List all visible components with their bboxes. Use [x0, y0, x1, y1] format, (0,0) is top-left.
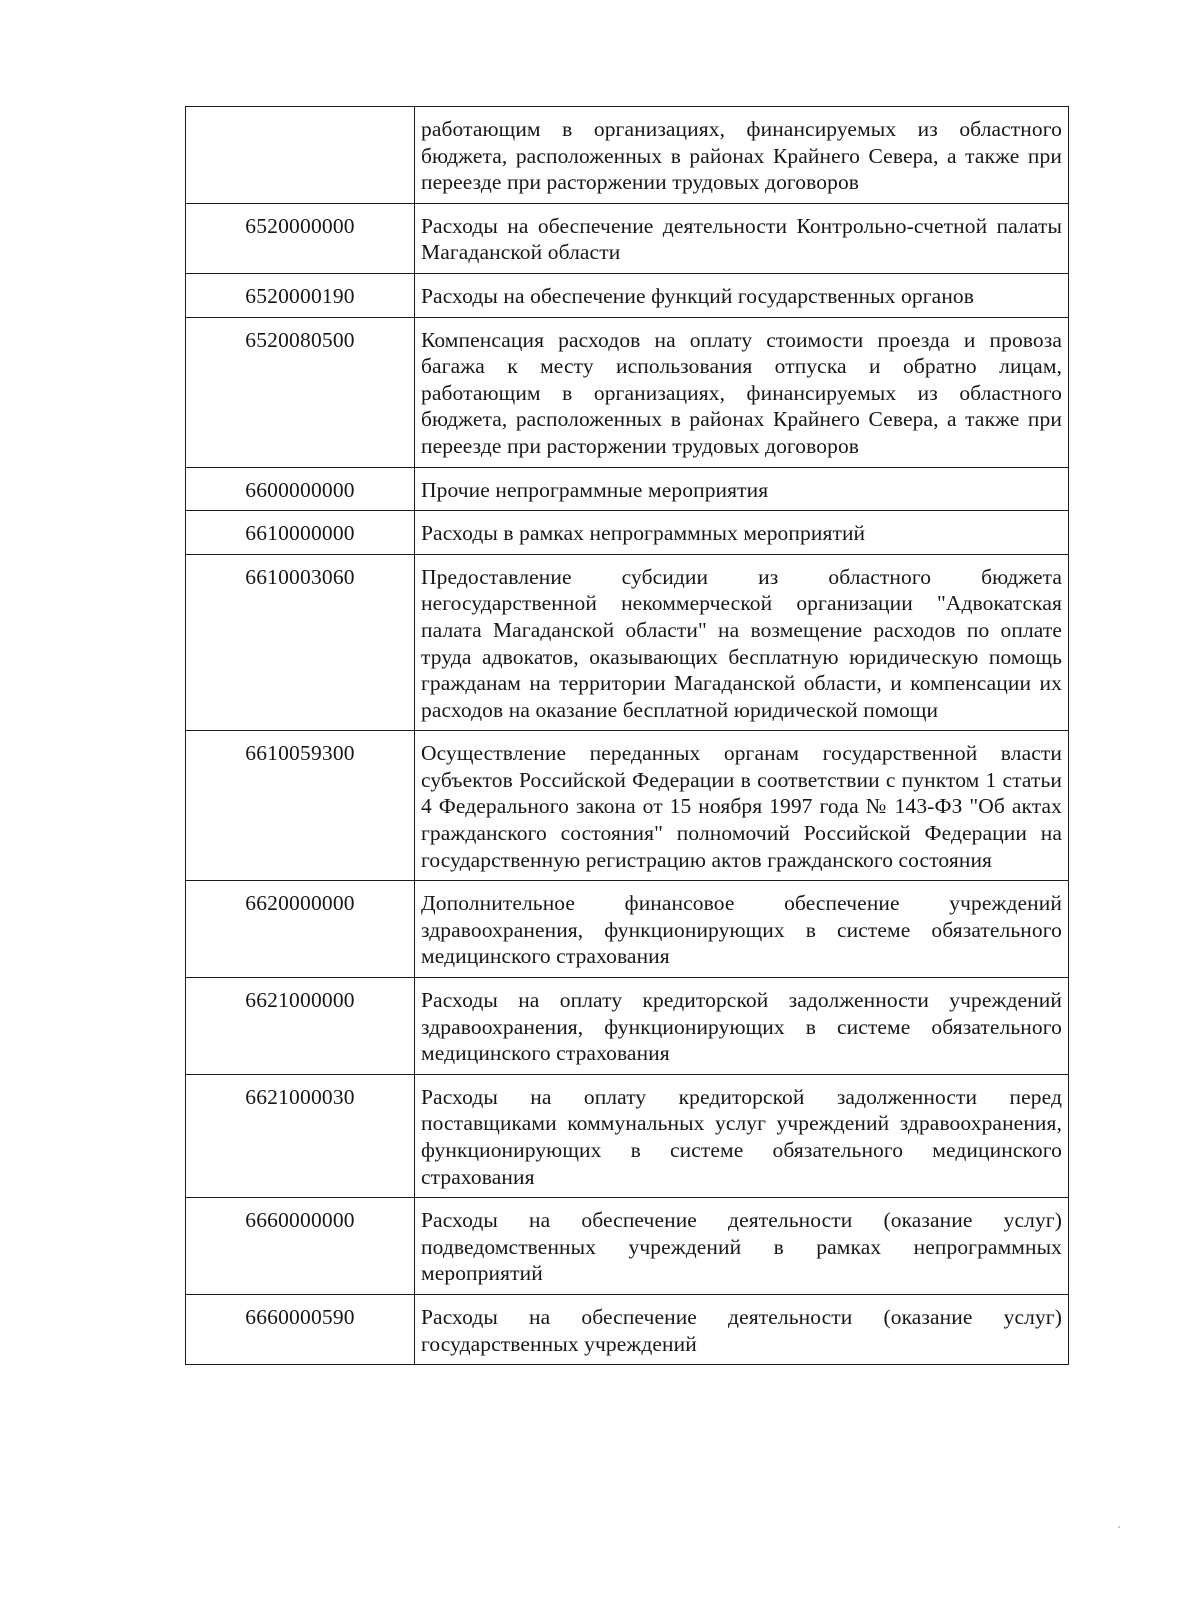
description-cell: Дополнительное финансовое обеспечение учреждений здравоохранения, функционирующих в системе обязательного медицинского страхования: [415, 881, 1069, 978]
table-row: [186, 467, 1069, 511]
code-cell: 6520000000: [186, 203, 415, 273]
code-cell: 6660000590: [186, 1294, 415, 1364]
description-cell: Расходы на обеспечение деятельности Контрольно-счетной палаты Магаданской области: [415, 203, 1069, 273]
table-row: [186, 273, 1069, 317]
code-cell: 6621000030: [186, 1074, 415, 1197]
description-cell: Расходы на оплату кредиторской задолженности перед поставщиками коммунальных услуг учреждений здравоохранения, функционирующих в системе обязательного медицинского страхования: [415, 1074, 1069, 1197]
scan-artifact: [1118, 1526, 1120, 1528]
table-row: [186, 731, 1069, 881]
code-cell: 6610003060: [186, 554, 415, 731]
table-row: [186, 317, 1069, 467]
table-row: [186, 1074, 1069, 1197]
description-cell: Расходы на обеспечение деятельности (оказание услуг) подведомственных учреждений в рамках непрограммных мероприятий: [415, 1198, 1069, 1295]
code-cell: 6610000000: [186, 511, 415, 555]
table-row: [186, 881, 1069, 978]
description-cell: Расходы в рамках непрограммных мероприятий: [415, 511, 1069, 555]
code-cell: 6660000000: [186, 1198, 415, 1295]
table-row: [186, 978, 1069, 1075]
description-cell: Компенсация расходов на оплату стоимости проезда и провоза багажа к месту использования отпуска и обратно лицам, работающим в организациях, финансируемых из областного бюджета, расположенных в районах Крайнего Севера, а также при переезде при расторжении трудовых договоров: [415, 317, 1069, 467]
table-row: [186, 107, 1069, 204]
table-row: [186, 511, 1069, 555]
description-cell: работающим в организациях, финансируемых из областного бюджета, расположенных в районах Крайнего Севера, а также при переезде при расторжении трудовых договоров: [415, 107, 1069, 204]
table-row: [186, 1294, 1069, 1364]
code-cell: 6620000000: [186, 881, 415, 978]
table-row: [186, 203, 1069, 273]
description-cell: Прочие непрограммные мероприятия: [415, 467, 1069, 511]
table-row: [186, 1198, 1069, 1295]
code-cell: [186, 107, 415, 204]
budget-classification-table: [185, 106, 1069, 1365]
description-cell: Предоставление субсидии из областного бюджета негосударственной некоммерческой организации "Адвокатская палата Магаданской области" на возмещение расходов по оплате труда адвокатов, оказывающих бесплатную юридическую помощь гражданам на территории Магаданской области, и компенсации их расходов на оказание бесплатной юридической помощи: [415, 554, 1069, 731]
description-cell: Расходы на обеспечение деятельности (оказание услуг) государственных учреждений: [415, 1294, 1069, 1364]
description-cell: Расходы на обеспечение функций государственных органов: [415, 273, 1069, 317]
description-cell: Расходы на оплату кредиторской задолженности учреждений здравоохранения, функционирующих в системе обязательного медицинского страхования: [415, 978, 1069, 1075]
code-cell: 6610059300: [186, 731, 415, 881]
table-row: [186, 554, 1069, 731]
code-cell: 6520080500: [186, 317, 415, 467]
description-cell: Осуществление переданных органам государственной власти субъектов Российской Федерации в соответствии с пунктом 1 статьи 4 Федерального закона от 15 ноября 1997 года № 143-ФЗ "Об актах гражданского состояния" полномочий Российской Федерации на государственную регистрацию актов гражданского состояния: [415, 731, 1069, 881]
code-cell: 6621000000: [186, 978, 415, 1075]
code-cell: 6600000000: [186, 467, 415, 511]
code-cell: 6520000190: [186, 273, 415, 317]
